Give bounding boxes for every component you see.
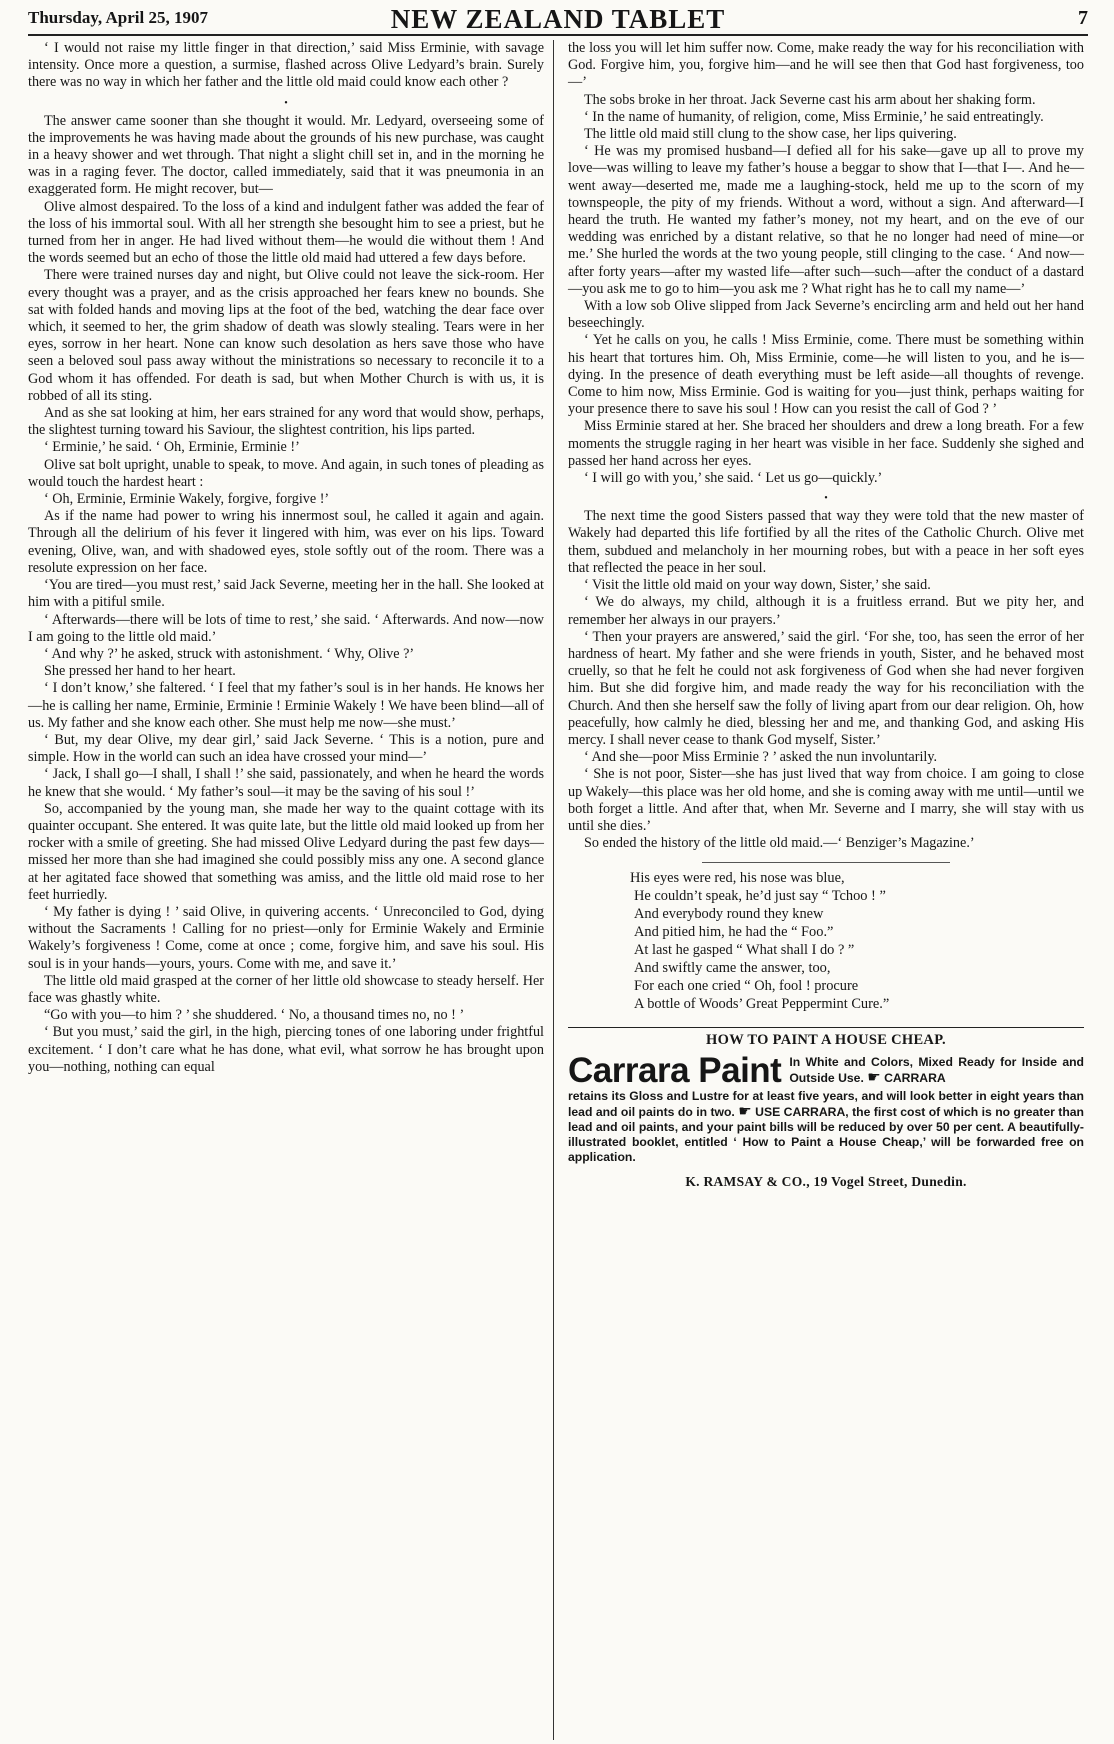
peppermint-cure-poem [568,869,1084,1013]
paragraph: Miss Erminie stared at her. She braced her shoulders and drew a long breath. For a few moments the struggle raging in her heart was visible in her face. Suddenly she sighed and passed her hand across her eyes. [568,418,1084,469]
paragraph: ‘ Afterwards—there will be lots of time to rest,’ she said. ‘ Afterwards. And now—now I am going to the little old maid.’ [28,611,544,645]
poem-line: For each one cried “ Oh, fool ! procure [634,978,859,995]
paragraph: ‘ Erminie,’ he said. ‘ Oh, Erminie, Erminie !’ [44,439,300,456]
paragraph: The sobs broke in her throat. Jack Severne cast his arm about her shaking form. [584,91,1036,108]
page-number: 7 [1078,7,1088,29]
ad-body-line: retains its Gloss and Lustre for at least five years, and will look better in eight years than lead and oil paints do in two. [568,1088,1084,1119]
paragraph: ‘ I would not raise my little finger in that direction,’ said Miss Erminie, with savage intensity. Once more a question, a surmise, flashed across Olive Ledyard’s brain. Surely there was no way in which her father and the little old maid could know each other ? [28,40,544,91]
paragraph: There were trained nurses day and night, but Olive could not leave the sick-room. Her every thought was a prayer, and as the crisis approached her fears knew no bounds. She sat with folded hands and moving lips at the foot of the bed, watching the dear face over which, it seemed to her, the grim shadow of death was slowly stealing. Tears were in her eyes, sorrow in her heart. None can know such desolation as hers save those who have seen a beloved soul pass away without the ministrations so necessary to reconcile it to a God whom it has offended. For death is sad, but when Mother Church is with us, it is robbed of all its sting. [28,267,544,404]
paragraph: Olive almost despaired. To the loss of a kind and indulgent father was added the fear of the loss of his immortal soul. With all her strength she besought him to see a priest, but he turned from her in anger. He had lived without them—he would die without them ! And the words seemed but an echo of those the little old maid had uttered a few days before. [28,198,544,267]
paragraph: The next time the good Sisters passed that way they were told that the new master of Wakely had departed this life fortified by all the rites of the Catholic Church. Olive met them, subdued and melancholy in her mourning robes, but with a peace in her soft eyes that reflected the peace in her soul. [568,508,1084,576]
poem-line: And pitied him, he had the “ Foo.” [634,924,834,941]
paragraph: ‘ Jack, I shall go—I shall, I shall !’ she said, passionately, and when he heard the words he knew that she would. ‘ My father’s soul—it may be the saving of his soul !’ [28,766,544,800]
issue-date: Thursday, April 25, 1907 [28,8,208,27]
ad-brand-row [568,1050,1084,1090]
section-separator: • [824,493,828,505]
paragraph: ‘ I will go with you,’ she said. ‘ Let us go—quickly.’ [584,470,883,487]
masthead-title: NEW ZEALAND TABLET [390,4,726,34]
poem-line: A bottle of Woods’ Great Peppermint Cure.” [634,996,890,1013]
advertisement-rule [568,1027,1084,1028]
paragraph: ‘ Oh, Erminie, Erminie Wakely, forgive, forgive !’ [44,491,330,508]
ad-title: HOW TO PAINT A HOUSE CHEAP. [706,1032,946,1049]
paragraph: ‘ But, my dear Olive, my dear girl,’ said Jack Severne. ‘ This is a notion, pure and simple. How in the world can such an idea have crossed your mind—’ [28,731,544,766]
poem-line: And everybody round they knew [634,906,824,923]
paragraph: ‘ Visit the little old maid on your way down, Sister,’ she said. [584,577,931,594]
ad-body-line: USE CARRARA, the first cost of which is no greater than lead and oil paints, and your paint bills will be reduced by over 50 per cent. A beautifully-illustrated booklet, entitled ‘ How to Paint a House Cheap,’ will be forwarded free on application. [568,1104,1085,1164]
section-separator: • [284,97,288,109]
poem-line: His eyes were red, his nose was blue, [630,870,845,887]
column-divider [553,40,554,1740]
paragraph: The answer came sooner than she thought it would. Mr. Ledyard, overseeing some of the improvements he was having made about the grounds of his new purchase, was caught in a heavy shower and wet through. That night a slight chill set in, and in the morning he was in a raging fever. The doctor, called immediately, said that it was pneumonia in an exaggerated form. He might recover, but— [28,112,544,198]
paragraph: The little old maid grasped at the corner of her little old showcase to steady herself. Her face was ghastly white. [28,972,544,1006]
paragraph: So, accompanied by the young man, she made her way to the quaint cottage with its quainter occupant. She entered. It was quite late, but the little old maid looked up from her rocker with a smile of greeting. She had missed Olive Ledyard during the past few days—missed her more than she had imagined she could possibly miss any one. A second glance at her agitated face showed that something was amiss, and the little old maid rose to her feet hurriedly. [28,800,544,903]
paragraph: As if the name had power to wring his innermost soul, he called it again and again. Through all the delirium of his fever it lingered with him, was ever on his lips. Toward evening, Olive, wan, and with shadowed eyes, stole softly out of the room. There was a resolute expression on her face. [28,508,544,576]
right-column [568,40,1084,1190]
ad-body [568,1089,1084,1165]
ad-side-text [789,1055,1084,1086]
poem-line: At last he gasped “ What shall I do ? ” [634,942,855,959]
header-rule [28,34,1088,36]
paragraph: the loss you will let him suffer now. Come, make ready the way for his reconciliation with God. Forgive him, you, forgive him—and he will see then that God hast forgiveness, too—’ [568,40,1084,91]
paragraph: ‘You are tired—you must rest,’ said Jack Severne, meeting her in the hall. She looked at him with a pitiful smile. [28,577,544,611]
poem-rule [702,862,950,863]
ad-brand: Carrara Paint [568,1050,782,1090]
paragraph: ‘ Then your prayers are answered,’ said the girl. ‘For she, too, has seen the error of her hardness of heart. My father and she were friends in youth, Sister, and he behaved most cruelly, so that he felt he could not ask forgiveness of God when she had never forgiven him. But she did forgive him, and made ready the way for his reconciliation with the Church. And then she herself saw the folly of living apart from our dear religion. Oh, how peacefully, how calmly he died, blessing her and me, and thanking God, and asking His mercy. I shall never cease to thank God myself, Sister.’ [568,628,1084,748]
page-header [28,4,1088,34]
paragraph: ‘ I don’t know,’ she faltered. ‘ I feel that my father’s soul is in her hands. He knows her—he is calling her name, Erminie, Erminie ! Erminie Wakely ! We have been blind—all of us. My father and she know each other. She must help me now—she must.’ [28,680,544,731]
carrara-paint-advertisement [568,1032,1084,1189]
paragraph: ‘ My father is dying ! ’ said Olive, in quivering accents. ‘ Unreconciled to God, dying without the Sacraments ! Calling for no priest—only for Erminie Wakely and Erminie Wakely’s forgiveness ! Come, come at once ; come, forgive him, and save his soul. His soul is in your hands—yours, yours. Come with me, and save it.’ [28,903,544,972]
ad-side-line: In White and Colors, Mixed Ready for Inside and Outside Use. [789,1055,1084,1086]
paragraph: Olive sat bolt upright, unable to speak, to move. And again, in such tones of pleading as would touch the hardest heart : [28,456,544,490]
paragraph: ‘ He was my promised husband—I defied all for his sake—gave up all to prove my love—was willing to leave my father’s house a beggar to show that I—that I—. And he—went away—deserted me, made me a laughing-stock, held me up to the scorn of my townspeople, the pity of my friends. Without a word, without a sign. And afterward—I heard the truth. He wanted my father’s money, not my heart, and on the eve of our wedding was enriched by a distant relative, so that he no longer had need of mine—or me.’ She hurled the words at the two young people, still clinging to the case. ‘ And now—after forty years—after my wasted life—after such—such—after the conduct of a dastard—you ask me to go to him—you ask me ? What right has he to call my name—’ [568,143,1084,297]
paragraph: ‘ Yet he calls on you, he calls ! Miss Erminie, come. There must be something within his heart that tortures him. Oh, Miss Erminie, come—he will listen to you, and he is—dying. In the presence of death everything must be left aside—all thoughts of revenge. Come to him now, Miss Erminie. God is waiting for you—just think, perhaps waiting for your presence there to save his soul ! How can you resist the call of God ? ’ [568,332,1084,418]
paragraph: She pressed her hand to her heart. [44,663,236,680]
poem-line: And swiftly came the answer, too, [634,960,831,977]
ad-side-brand: CARRARA [884,1071,946,1086]
paragraph: So ended the history of the little old maid.—‘ Benziger’s Magazine.’ [584,835,975,852]
paragraph: The little old maid still clung to the show case, her lips quivering. [584,126,957,143]
paragraph: ‘ And she—poor Miss Erminie ? ’ asked the nun involuntarily. [584,749,938,766]
paragraph: ‘ In the name of humanity, of religion, come, Miss Erminie,’ he said entreatingly. [584,108,1044,125]
paragraph: ‘ We do always, my child, although it is a fruitless errand. But we pity her, and remember her always in our prayers.’ [568,594,1084,628]
paragraph: “Go with you—to him ? ’ she shuddered. ‘ No, a thousand times no, no ! ’ [44,1007,465,1024]
paragraph: With a low sob Olive slipped from Jack Severne’s encircling arm and held out her hand beseechingly. [568,298,1084,332]
paragraph: And as she sat looking at him, her ears strained for any word that would show, perhaps, the slightest turning toward his Saviour, the slightest contrition, his lips parted. [28,405,544,439]
ad-footer: K. RAMSAY & CO., 19 Vogel Street, Dunedin. [685,1173,967,1189]
paragraph: ‘ She is not poor, Sister—she has just lived that way from choice. I am going to close up Wakely—this place was her old home, and she is coming away with me until—until we both forget a little. And after that, when Mr. Severne and I marry, she will stay with us until she dies.’ [568,766,1084,834]
pointing-hand-icon: ☛ [738,1102,752,1120]
paragraph: ‘ But you must,’ said the girl, in the high, piercing tones of one laboring under frightful excitement. ‘ I don’t care what he has done, what evil, what sorrow he has brought upon you—nothing, nothing can equal [28,1024,544,1075]
poem-line: He couldn’t speak, he’d just say “ Tchoo ! ” [634,888,886,905]
paragraph: ‘ And why ?’ he asked, struck with astonishment. ‘ Why, Olive ?’ [44,645,415,662]
pointing-hand-icon: ☛ [867,1069,881,1087]
left-column [28,40,544,1076]
